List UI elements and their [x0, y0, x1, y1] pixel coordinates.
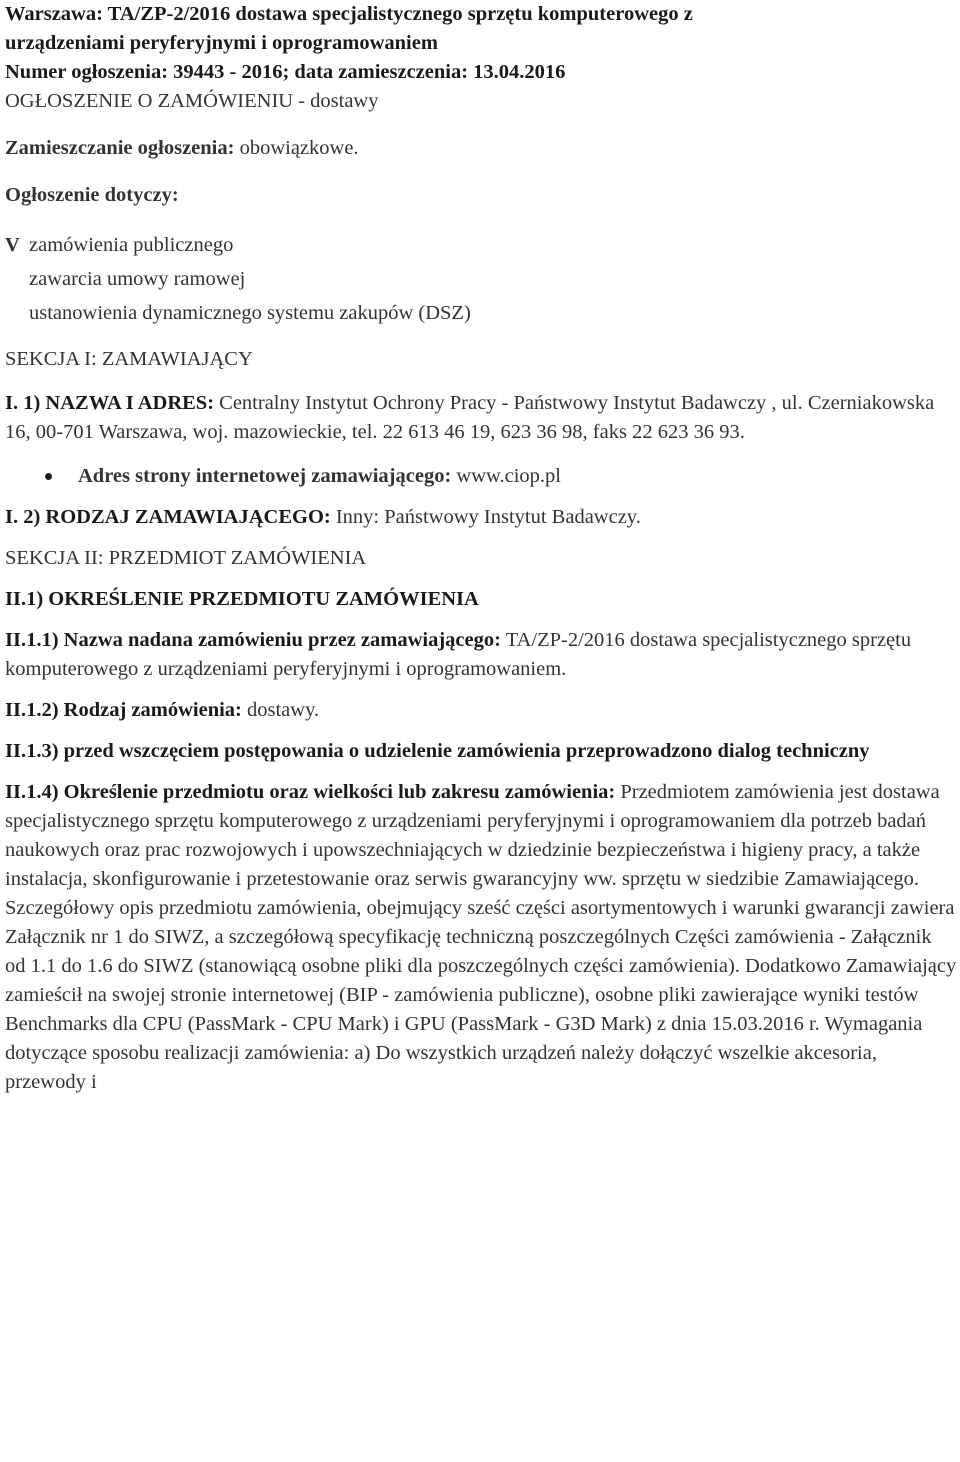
placement-label: Zamieszczanie ogłoszenia: [5, 137, 235, 159]
notice-title-line-1: Warszawa: TA/ZP-2/2016 dostawa specjalistycznego sprzętu komputerowego z [5, 3, 693, 25]
section-1-title: SEKCJA I: ZAMAWIAJĄCY [5, 348, 253, 370]
item-ii-1-3: II.1.3) przed wszczęciem postępowania o udzielenie zamówienia przeprowadzono dialog techniczny [5, 740, 870, 762]
section-2-subtitle: II.1) OKREŚLENIE PRZEDMIOTU ZAMÓWIENIA [5, 588, 479, 610]
concerns-option-selected: V zamówienia publicznego [5, 228, 957, 262]
item-ii-1-4: II.1.4) Określenie przedmiotu oraz wielkości lub zakresu zamówienia: Przedmiotem zamówienia jest dostawa specjalistycznego sprzętu komputerowego z urządzeniami peryferyjnymi i oprogramowaniem dla potrzeb badań naukowych oraz prac rozwojowych i upowszechniających w dziedzinie bezpieczeństwa i higieny pracy, a także instalacja, skonfigurowanie i przetestowanie oraz serwis gwarancyjny ww. sprzętu w siedzibie Zamawiającego. Szczegółowy opis przedmiotu zamówienia, obejmujący sześć części asortymentowych i warunki gwarancji zawiera Załącznik nr 1 do SIWZ, a szczegółową specyfikację techniczną poszczególnych Części zamówienia - Załącznik od 1.1 do 1.6 do SIWZ (stanowiącą osobne pliki dla poszczególnych części zamówienia). Dodatkowo Zamawiający zamieścił na swojej stronie internetowej (BIP - zamówienia publiczne), osobne pliki zawierające wyniki testów Benchmarks dla CPU (PassMark - CPU Mark) i GPU (PassMark - G3D Mark) z dnia 15.03.2016 r. Wymagania dotyczące sposobu realizacji zamówienia: a) Do wszystkich urządzeń należy dołączyć wszelkie akcesoria, przewody i [5, 781, 957, 1093]
contracting-authority-type: I. 2) RODZAJ ZAMAWIAJĄCEGO: Inny: Państwowy Instytut Badawczy. [5, 506, 641, 528]
concerns-options [5, 228, 957, 330]
notice-title-line-2: urządzeniami peryferyjnymi i oprogramowaniem [5, 32, 438, 54]
item-ii-1-1: II.1.1) Nazwa nadana zamówieniu przez zamawiającego: TA/ZP-2/2016 dostawa specjalistycznego sprzętu komputerowego z urządzeniami peryferyjnymi i oprogramowaniem. [5, 629, 912, 680]
concerns-label: Ogłoszenie dotyczy: [5, 184, 179, 206]
concerns-option: ustanowienia dynamicznego systemu zakupów (DSZ) [29, 302, 471, 324]
website-label: Adres strony internetowej zamawiającego: [78, 465, 452, 487]
item-ii-1-2: II.1.2) Rodzaj zamówienia: dostawy. [5, 699, 320, 721]
contracting-authority-name: I. 1) NAZWA I ADRES: Centralny Instytut Ochrony Pracy - Państwowy Instytut Badawczy , ul. Czerniakowska 16, 00-701 Warszawa, woj. mazowieckie, tel. 22 613 46 19, 623 36 98, faks 22 623 36 93. [5, 392, 935, 443]
website-link[interactable]: www.ciop.pl [456, 465, 561, 487]
concerns-option: zawarcia umowy ramowej [29, 268, 246, 290]
website-row [5, 462, 957, 491]
placement-value: obowiązkowe. [239, 137, 359, 159]
document [5, 0, 957, 1097]
section-2-title: SEKCJA II: PRZEDMIOT ZAMÓWIENIA [5, 547, 367, 569]
notice-type-line: OGŁOSZENIE O ZAMÓWIENIU - dostawy [5, 90, 379, 112]
notice-number-line: Numer ogłoszenia: 39443 - 2016; data zamieszczenia: 13.04.2016 [5, 61, 566, 83]
notice-header [5, 0, 957, 116]
selected-check-mark: V [5, 234, 20, 256]
placement-row [5, 134, 957, 163]
bullet-icon [45, 473, 52, 480]
